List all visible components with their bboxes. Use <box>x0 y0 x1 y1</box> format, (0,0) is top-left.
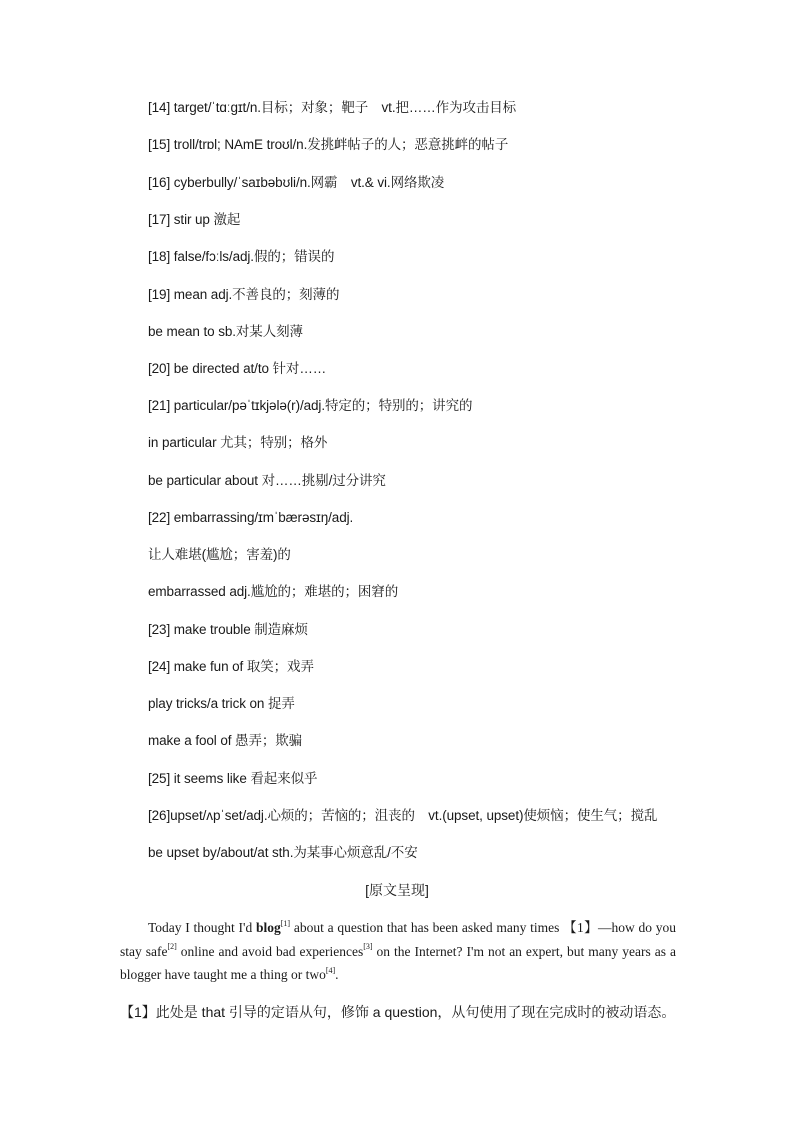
passage-paragraph: Today I thought I'd blog[1] about a question that has been asked many times 【1】—how do you stay safe[2] online and avoid bad experiences[3] on the Internet? I'm not an expert, but many years as a blogger have taught me a thing or two[4]. <box>120 918 677 982</box>
footnote-ref: [1] <box>280 918 291 928</box>
vocab-entry-24: [24] make fun of 取笑；戏弄 <box>148 659 314 674</box>
vocab-phrase-play-tricks: play tricks/a trick on 捉弄 <box>148 696 295 711</box>
footnote-ref: [3] <box>363 942 373 951</box>
vocab-phrase-be-upset: be upset by/about/at sth.为某事心烦意乱/不安 <box>148 845 418 860</box>
vocab-phrase-be-particular: be particular about 对……挑剔/过分讲究 <box>148 473 386 488</box>
keyword-blog: blog <box>256 920 281 935</box>
section-title: [原文呈现] <box>365 882 429 898</box>
vocab-entry-23: [23] make trouble 制造麻烦 <box>148 622 308 637</box>
vocab-phrase-embarrassed: embarrassed adj.尴尬的；难堪的；困窘的 <box>148 584 399 599</box>
vocab-entry-17: [17] stir up 激起 <box>148 212 241 227</box>
vocab-phrase-mean: be mean to sb.对某人刻薄 <box>148 324 303 339</box>
vocab-entry-20: [20] be directed at/to 针对…… <box>148 361 327 376</box>
vocab-entry-18: [18] false/fɔːls/adj.假的；错误的 <box>148 249 335 264</box>
vocab-entry-14: [14] target/ˈtɑːɡɪt/n.目标；对象；靶子 vt.把……作为攻击目标 <box>148 100 517 115</box>
annotation-marker: 【1】 <box>563 920 598 935</box>
vocab-entry-21: [21] particular/pəˈtɪkjələ(r)/adj.特定的；特别的；讲究的 <box>148 398 473 413</box>
vocab-phrase-in-particular: in particular 尤其；特别；格外 <box>148 435 328 450</box>
vocab-phrase-make-a-fool: make a fool of 愚弄；欺骗 <box>148 733 303 748</box>
footnote-ref: [2] <box>167 942 177 951</box>
footnote-ref: [4] <box>325 965 336 975</box>
vocab-entry-25: [25] it seems like 看起来似乎 <box>148 771 318 786</box>
grammar-note: 【1】此处是 that 引导的定语从句，修饰 a question，从句使用了现在完成时的被动语态。 <box>120 1004 676 1020</box>
vocab-entry-22: [22] embarrassing/ɪmˈbærəsɪŋ/adj. <box>148 510 354 525</box>
vocab-entry-16: [16] cyberbully/ˈsaɪbəbʊli/n.网霸 vt.& vi.网络欺凌 <box>148 175 445 190</box>
vocab-entry-22-meaning: 让人难堪(尴尬；害羞)的 <box>148 547 291 562</box>
vocab-entry-19: [19] mean adj.不善良的；刻薄的 <box>148 287 340 302</box>
vocab-entry-15: [15] troll/trɒl; NAmE troʊl/n.发挑衅帖子的人；恶意挑衅的帖子 <box>148 137 509 152</box>
vocab-entry-26: [26]upset/ʌpˈset/adj.心烦的；苦恼的；沮丧的 vt.(upset, upset)使烦恼；使生气；搅乱 <box>148 808 658 823</box>
